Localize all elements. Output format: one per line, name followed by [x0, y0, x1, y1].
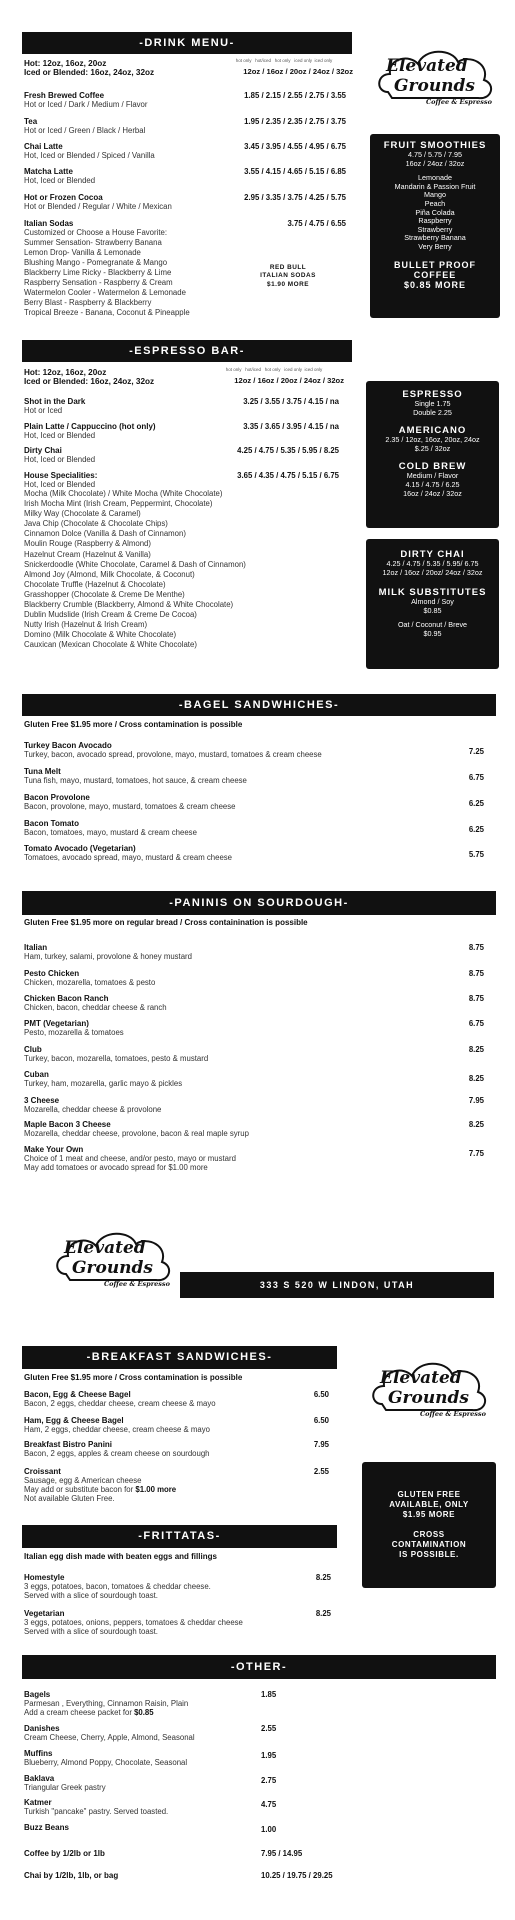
- croissant-bacon-note: [24, 1485, 329, 1494]
- house-specialities-desc: Hot, Iced or Blended: [24, 480, 96, 489]
- americano-price: 2.35 / 12oz, 16oz, 20oz, 24oz: [385, 435, 480, 445]
- bagel-item: [24, 819, 484, 837]
- other-item-desc: Blueberry, Almond Poppy, Chocolate, Seasonal: [24, 1758, 188, 1767]
- logo-word-grounds: Grounds: [72, 1258, 153, 1278]
- espresso-size-header-hot: Hot: 12oz, 16oz, 20oz: [24, 368, 107, 377]
- breakfast-item-desc: Sausage, egg & American cheese: [24, 1476, 142, 1485]
- americano-title: AMERICANO: [398, 425, 467, 437]
- espresso-item: [24, 446, 339, 464]
- frittata-item-name: Homestyle: [24, 1573, 65, 1582]
- espresso-item-desc: Hot, Iced or Blended: [24, 431, 96, 440]
- panini-item-make-your-own: [24, 1145, 484, 1172]
- bagel-item-desc: Turkey, bacon, avocado spread, provolone, mayo, mustard, tomatoes & cream cheese: [24, 750, 322, 759]
- other-item: [24, 1724, 464, 1742]
- smoothie-flavor: Very Berry: [418, 241, 452, 251]
- logo-lower: [364, 1352, 494, 1432]
- other-item: [24, 1823, 464, 1832]
- drink-item-name: Hot or Frozen Cocoa: [24, 193, 103, 202]
- croissant-bacon-text: May add or substitute bacon for: [24, 1485, 136, 1494]
- panini-item-price: 8.75: [468, 994, 484, 1003]
- house-speciality: Almond Joy (Almond, Milk Chocolate, & Coconut): [24, 569, 195, 579]
- bagel-item-price: 6.25: [468, 799, 484, 808]
- house-specialities: [24, 471, 339, 651]
- bagel-item: [24, 844, 484, 862]
- drink-menu-title: -DRINK MENU-: [22, 32, 352, 54]
- panini-item-name: Make Your Own: [24, 1145, 84, 1154]
- drink-item-name: Matcha Latte: [24, 167, 73, 176]
- bulletproof-line: COFFEE: [413, 269, 457, 280]
- smoothie-flavor: Peach: [424, 198, 446, 208]
- panini-item-desc: Turkey, ham, mozarella, garlic mayo & pickles: [24, 1079, 183, 1088]
- smoothie-flavor: Piña Colada: [415, 207, 455, 217]
- panini-item-desc: Chicken, bacon, cheddar cheese & ranch: [24, 1003, 167, 1012]
- italian-soda-line: Lemon Drop- Vanilla & Lemonade: [24, 248, 141, 257]
- gluten-free-line: CROSS: [413, 1530, 445, 1539]
- espresso-item-name: Shot in the Dark: [24, 397, 86, 406]
- drink-item: [24, 142, 346, 160]
- house-speciality: Nutty Irish (Hazelnut & Irish Cream): [24, 620, 148, 630]
- house-speciality: Moulin Rouge (Raspberry & Almond): [24, 539, 151, 549]
- house-speciality: Dublin Mudslide (Irish Cream & Creme De Cocoa): [24, 610, 197, 620]
- espresso-single: Single 1.75: [414, 399, 451, 408]
- drink-item-price: 1.85 / 2.15 / 2.55 / 2.75 / 3.55: [244, 91, 346, 100]
- panini-item-desc: Turkey, bacon, mozarella, tomatoes, pesto & mustard: [24, 1054, 209, 1063]
- frittatas-title: -FRITTATAS-: [22, 1525, 337, 1548]
- bagel-item-price: 6.25: [468, 825, 484, 834]
- drink-item: [24, 167, 346, 185]
- breakfast-item: [24, 1390, 329, 1408]
- drink-item-name: Fresh Brewed Coffee: [24, 91, 105, 100]
- other-item: [24, 1749, 464, 1767]
- other-item-price: 2.55: [261, 1724, 277, 1733]
- red-bull-line: ITALIAN SODAS: [260, 272, 316, 280]
- drink-size-labels: hot only hot/iced hot only iced only iced only: [235, 58, 333, 63]
- drink-item-desc: Hot, Iced or Blended: [24, 176, 96, 185]
- other-item-name: Coffee by 1/2lb or 1lb: [24, 1849, 105, 1858]
- italian-soda-line: Tropical Breeze - Banana, Coconut & Pineapple: [24, 308, 190, 317]
- panini-item-desc: Pesto, mozarella & tomatoes: [24, 1028, 124, 1037]
- other-item-desc: Turkish "pancake" pastry. Served toasted.: [24, 1807, 169, 1816]
- house-speciality: Milky Way (Chocolate & Caramel): [24, 509, 141, 519]
- espresso-item-price: 3.25 / 3.55 / 3.75 / 4.15 / na: [243, 397, 339, 406]
- logo-word-elevated: Elevated: [380, 1368, 462, 1388]
- breakfast-item-price: 6.50: [313, 1390, 329, 1399]
- bulletproof-note: [370, 260, 500, 290]
- smoothies-flavor-list: [370, 174, 500, 251]
- frittata-item-desc: Served with a slice of sourdough toast.: [24, 1591, 158, 1600]
- house-specialities-name: House Specialities:: [24, 471, 98, 480]
- espresso-title: ESPRESSO: [402, 389, 463, 400]
- espresso-bar-title: -ESPRESSO BAR-: [22, 340, 352, 362]
- panini-item-price: 7.75: [468, 1149, 484, 1158]
- other-item: [24, 1798, 464, 1816]
- bagel-item-name: Bacon Provolone: [24, 793, 90, 802]
- breakfast-note: Gluten Free $1.95 more / Cross contamination is possible: [24, 1373, 243, 1382]
- panini-item-price: 8.75: [468, 943, 484, 952]
- bagel-item-price: 6.75: [468, 773, 484, 782]
- logo-top: [370, 40, 500, 120]
- drink-item-price: 1.95 / 2.35 / 2.35 / 2.75 / 3.75: [244, 117, 346, 126]
- italian-soda-line: Berry Blast - Raspberry & Blackberry: [24, 298, 152, 307]
- drink-item-desc: Hot or Iced / Green / Black / Herbal: [24, 126, 146, 135]
- bagel-item-name: Bacon Tomato: [24, 819, 79, 828]
- drink-item-price: 3.55 / 4.15 / 4.65 / 5.15 / 6.85: [244, 167, 346, 176]
- americano-price-32: $.25 / 32oz: [414, 443, 451, 453]
- bagel-title: -BAGEL SANDWHICHES-: [22, 694, 496, 716]
- bagel-item: [24, 741, 484, 759]
- italian-soda-line: Customized or Choose a House Favorite:: [24, 228, 168, 237]
- address-banner: 333 S 520 W LINDON, UTAH: [180, 1272, 494, 1298]
- other-item-bagels: [24, 1690, 464, 1717]
- house-speciality: Hazelnut Cream (Hazelnut & Vanilla): [24, 549, 151, 559]
- gluten-free-line: GLUTEN FREE: [397, 1490, 461, 1499]
- other-item-price: 10.25 / 19.75 / 29.25: [261, 1871, 333, 1880]
- smoothie-flavor: Strawberry: [417, 224, 453, 234]
- milk-sub-1-price: $0.85: [423, 605, 442, 615]
- bagel-item: [24, 767, 484, 785]
- breakfast-item-desc: Bacon, 2 eggs, apples & cream cheese on sourdough: [24, 1449, 210, 1458]
- logo-word-grounds: Grounds: [388, 1388, 469, 1408]
- panini-item-price: 6.75: [468, 1019, 484, 1028]
- panini-item: [24, 943, 484, 961]
- italian-soda-line: Blackberry Lime Ricky - Blackberry & Lime: [24, 268, 172, 277]
- bagel-item-desc: Tuna fish, mayo, mustard, tomatoes, hot sauce, & cream cheese: [24, 776, 247, 785]
- drink-size-header-iced: Iced or Blended: 16oz, 24oz, 32oz: [24, 68, 155, 77]
- panini-item-name: 3 Cheese: [24, 1096, 60, 1105]
- dirty-chai-box: [366, 539, 499, 669]
- espresso-item-name: Dirty Chai: [24, 446, 62, 455]
- house-speciality: Domino (Milk Chocolate & White Chocolate): [24, 630, 177, 640]
- other-item: [24, 1774, 464, 1792]
- panini-item-desc: May add tomatoes or avocado spread for $1.00 more: [24, 1163, 208, 1172]
- espresso-item-price: 3.35 / 3.65 / 3.95 / 4.15 / na: [243, 422, 339, 431]
- bagel-item-price: 5.75: [468, 850, 484, 859]
- breakfast-item-price: 6.50: [313, 1416, 329, 1425]
- other-item-desc: Triangular Greek pastry: [24, 1783, 106, 1792]
- frittata-item-name: Vegetarian: [24, 1609, 65, 1618]
- breakfast-item-name: Ham, Egg & Cheese Bagel: [24, 1416, 124, 1425]
- other-item-name: Muffins: [24, 1749, 53, 1758]
- red-bull-note: [238, 264, 338, 289]
- panini-title: -PANINIS ON SOURDOUGH-: [22, 891, 496, 915]
- drink-item-desc: Hot or Blended / Regular / White / Mexican: [24, 202, 172, 211]
- smoothie-flavor: Lemonade: [418, 173, 452, 183]
- panini-item-desc: Ham, turkey, salami, provolone & honey mustard: [24, 952, 192, 961]
- bagel-item-price: 7.25: [468, 747, 484, 756]
- milk-substitutes-title: MILK SUBSTITUTES: [378, 587, 487, 599]
- bagel-item-desc: Bacon, provolone, mayo, mustard, tomatoes & cream cheese: [24, 802, 236, 811]
- bagel-item-desc: Bacon, tomatoes, mayo, mustard & cream cheese: [24, 828, 197, 837]
- breakfast-item-croissant: [24, 1467, 329, 1503]
- bagel-item-name: Turkey Bacon Avocado: [24, 741, 112, 750]
- breakfast-item-name: Croissant: [24, 1467, 61, 1476]
- logo-word-grounds: Grounds: [394, 76, 475, 96]
- smoothies-title: FRUIT SMOOTHIES: [383, 140, 487, 151]
- cold-brew-sizes: 16oz / 24oz / 32oz: [403, 488, 462, 498]
- gluten-free-line: IS POSSIBLE.: [399, 1550, 459, 1559]
- bagel-note: Gluten Free $1.95 more / Cross contamination is possible: [24, 720, 243, 729]
- smoothie-flavor: Raspberry: [418, 216, 452, 226]
- other-item-price: 2.75: [261, 1776, 277, 1785]
- panini-note: Gluten Free $1.95 more on regular bread / Cross containination is possible: [24, 918, 308, 927]
- bulletproof-line: BULLET PROOF: [394, 259, 476, 270]
- breakfast-title: -BREAKFAST SANDWICHES-: [22, 1346, 337, 1369]
- bulletproof-line: $0.85 MORE: [403, 279, 467, 290]
- cold-brew-price: 4.15 / 4.75 / 6.25: [405, 479, 460, 489]
- drink-item: [24, 91, 346, 109]
- dirty-chai-sizes: 12oz / 16oz / 20oz/ 24oz / 32oz: [382, 567, 483, 577]
- logo-word-elevated: Elevated: [64, 1238, 146, 1258]
- breakfast-item: [24, 1416, 329, 1434]
- gluten-free-line: AVAILABLE, ONLY: [389, 1500, 469, 1509]
- espresso-size-labels: hot only hot/iced hot only iced only iced only: [225, 367, 323, 372]
- italian-soda-line: Summer Sensation- Strawberry Banana: [24, 238, 162, 247]
- panini-item-name: Maple Bacon 3 Cheese: [24, 1120, 111, 1129]
- frittata-item: [24, 1573, 331, 1600]
- panini-item-price: 8.25: [468, 1120, 484, 1129]
- logo-word-elevated: Elevated: [386, 56, 468, 76]
- house-speciality: Cinnamon Dolce (Vanilla & Dash of Cinnamon): [24, 529, 186, 539]
- drink-item-price: 2.95 / 3.35 / 3.75 / 4.25 / 5.75: [244, 193, 346, 202]
- milk-sub-2-price: $0.95: [423, 628, 442, 638]
- smoothie-flavor: Mandarin & Passion Fruit: [394, 181, 476, 191]
- drink-size-header-hot: Hot: 12oz, 16oz, 20oz: [24, 59, 107, 68]
- panini-item-price: 8.25: [468, 1074, 484, 1083]
- panini-item-name: Pesto Chicken: [24, 969, 80, 978]
- panini-item: [24, 1120, 484, 1138]
- italian-sodas-name: Italian Sodas: [24, 219, 74, 228]
- frittata-item-price: 8.25: [315, 1609, 331, 1618]
- panini-item-price: 8.25: [468, 1045, 484, 1054]
- panini-item-name: Italian: [24, 943, 48, 952]
- drink-item-price: 3.45 / 3.95 / 4.55 / 4.95 / 6.75: [244, 142, 346, 151]
- logo-tagline: Coffee & Espresso: [420, 1410, 486, 1418]
- milk-sub-2: Oat / Coconut / Breve: [397, 620, 468, 630]
- frittata-item-desc: 3 eggs, potatoes, bacon, tomatoes & cheddar cheese.: [24, 1582, 211, 1591]
- breakfast-item-price: 2.55: [313, 1467, 329, 1476]
- other-item-price: 4.75: [261, 1800, 277, 1809]
- smoothies-box: [370, 134, 500, 318]
- logo-middle: [48, 1222, 178, 1302]
- espresso-double: Double 2.25: [413, 407, 452, 417]
- panini-item: [24, 969, 484, 987]
- other-item-price: 1.85: [261, 1690, 277, 1699]
- other-item-desc: Parmesan , Everything, Cinnamon Raisin, Plain: [24, 1699, 189, 1708]
- other-item: [24, 1849, 464, 1858]
- house-speciality: Snickerdoodle (White Chocolate, Caramel & Dash of Cinnamon): [24, 559, 246, 569]
- milk-sub-1: Almond / Soy: [411, 597, 454, 607]
- cold-brew-title: COLD BREW: [398, 461, 467, 473]
- breakfast-item-name: Breakfast Bistro Panini: [24, 1440, 113, 1449]
- other-item-name: Buzz Beans: [24, 1823, 69, 1832]
- panini-item-name: Cuban: [24, 1070, 49, 1079]
- house-speciality: Grasshopper (Chocolate & Creme De Menthe): [24, 589, 185, 599]
- panini-item-desc: Mozarella, cheddar cheese & provolone: [24, 1105, 162, 1114]
- panini-item-name: Club: [24, 1045, 42, 1054]
- bagel-item-name: Tuna Melt: [24, 767, 61, 776]
- other-item-desc: Cream Cheese, Cherry, Apple, Almond, Seasonal: [24, 1733, 195, 1742]
- breakfast-item-desc: Bacon, 2 eggs, cheddar cheese, cream cheese & mayo: [24, 1399, 216, 1408]
- espresso-item-price: 4.25 / 4.75 / 5.35 / 5.95 / 8.25: [237, 446, 339, 455]
- drink-item-name: Tea: [24, 117, 38, 126]
- espresso-size-values: 12oz / 16oz / 20oz / 24oz / 32oz: [234, 376, 344, 385]
- panini-item-desc: Choice of 1 meat and cheese, and/or pesto, mayo or mustard: [24, 1154, 236, 1163]
- panini-item: [24, 1096, 484, 1114]
- bagels-cream-cheese-text: Add a cream cheese packet for: [24, 1708, 135, 1717]
- frittata-item-price: 8.25: [315, 1573, 331, 1582]
- panini-item-price: 7.95: [468, 1096, 484, 1105]
- drink-item: [24, 117, 346, 135]
- house-specialities-list: [24, 489, 339, 651]
- frittatas-note: Italian egg dish made with beaten eggs and fillings: [24, 1552, 217, 1561]
- house-speciality: Mocha (Milk Chocolate) / White Mocha (White Chocolate): [24, 489, 223, 498]
- italian-sodas-price: 3.75 / 4.75 / 6.55: [287, 219, 346, 228]
- espresso-item-desc: Hot, Iced or Blended: [24, 455, 96, 464]
- panini-item: [24, 1070, 484, 1088]
- cold-brew-options: Medium / Flavor: [406, 471, 459, 481]
- house-speciality: Blackberry Crumble (Blackberry, Almond & White Chocolate): [24, 600, 234, 610]
- espresso-item: [24, 422, 339, 440]
- other-item-name: Danishes: [24, 1724, 60, 1733]
- panini-item-price: 8.75: [468, 969, 484, 978]
- smoothies-price: 4.75 / 5.75 / 7.95: [408, 150, 462, 159]
- smoothie-flavor: Strawberry Banana: [404, 233, 466, 243]
- panini-item: [24, 994, 484, 1012]
- logo-tagline: Coffee & Espresso: [426, 98, 492, 106]
- gluten-free-line: CONTAMINATION: [391, 1540, 467, 1549]
- dirty-chai-title: DIRTY CHAI: [400, 549, 465, 560]
- other-item-price: 1.00: [261, 1825, 277, 1834]
- other-item-name: Chai by 1/2lb, 1lb, or bag: [24, 1871, 119, 1880]
- other-title: -OTHER-: [22, 1655, 496, 1679]
- other-item-name: Katmer: [24, 1798, 52, 1807]
- drink-item-name: Chai Latte: [24, 142, 63, 151]
- panini-item-desc: Mozarella, cheddar cheese, provolone, bacon & real maple syrup: [24, 1129, 249, 1138]
- house-speciality: Java Chip (Chocolate & Chocolate Chips): [24, 519, 168, 529]
- smoothie-flavor: Mango: [424, 190, 446, 200]
- panini-item-desc: Chicken, mozarella, tomatoes & pesto: [24, 978, 156, 987]
- bagel-item-desc: Tomatoes, avocado spread, mayo, mustard & cream cheese: [24, 853, 233, 862]
- other-item-price: 1.95: [261, 1751, 277, 1760]
- italian-soda-line: Raspberry Sensation - Raspberry & Cream: [24, 278, 173, 287]
- italian-soda-line: Blushing Mango - Pomegranate & Mango: [24, 258, 168, 267]
- panini-item: [24, 1019, 484, 1037]
- drink-item: [24, 193, 346, 211]
- red-bull-line: RED BULL: [269, 264, 307, 271]
- espresso-item: [24, 397, 339, 415]
- drink-item-desc: Hot or Iced / Dark / Medium / Flavor: [24, 100, 148, 109]
- red-bull-line: $1.90 MORE: [267, 280, 309, 288]
- gluten-free-line: $1.95 MORE: [402, 1510, 456, 1519]
- bagel-item: [24, 793, 484, 811]
- dirty-chai-price: 4.25 / 4.75 / 5.35 / 5.95/ 6.75: [386, 559, 479, 568]
- bagels-cream-cheese-note: [24, 1708, 464, 1717]
- breakfast-item-name: Bacon, Egg & Cheese Bagel: [24, 1390, 131, 1399]
- smoothies-sizes: 16oz / 24oz / 32oz: [405, 158, 465, 168]
- croissant-bacon-price: $1.00 more: [135, 1485, 177, 1494]
- espresso-prices-box: [366, 381, 499, 528]
- panini-item-name: Chicken Bacon Ranch: [24, 994, 109, 1003]
- italian-soda-line: Watermelon Cooler - Watermelon & Lemonade: [24, 288, 186, 297]
- drink-item-desc: Hot, Iced or Blended / Spiced / Vanilla: [24, 151, 155, 160]
- house-specialities-price: 3.65 / 4.35 / 4.75 / 5.15 / 6.75: [237, 471, 339, 480]
- other-item-price: 7.95 / 14.95: [261, 1849, 303, 1858]
- bagels-cream-cheese-price: $0.85: [134, 1708, 154, 1717]
- frittata-item: [24, 1609, 331, 1636]
- drink-size-values: 12oz / 16oz / 20oz / 24oz / 32oz: [243, 67, 353, 76]
- other-item-name: Baklava: [24, 1774, 55, 1783]
- house-speciality: Irish Mocha Mint (Irish Cream, Peppermint, Chocolate): [24, 499, 213, 509]
- other-item: [24, 1871, 464, 1880]
- espresso-item-name: Plain Latte / Cappuccino (hot only): [24, 422, 156, 431]
- house-speciality: Cauxican (Mexican Chocolate & White Chocolate): [24, 640, 197, 650]
- breakfast-item-price: 7.95: [313, 1440, 329, 1449]
- panini-item-name: PMT (Vegetarian): [24, 1019, 89, 1028]
- panini-item: [24, 1045, 484, 1063]
- croissant-gf-note: Not available Gluten Free.: [24, 1494, 115, 1503]
- frittata-item-desc: Served with a slice of sourdough toast.: [24, 1627, 158, 1636]
- frittata-item-desc: 3 eggs, potatoes, onions, peppers, tomatoes & cheddar cheese: [24, 1618, 243, 1627]
- house-speciality: Chocolate Truffle (Hazelnut & Chocolate): [24, 579, 166, 589]
- gluten-free-box: [362, 1462, 496, 1588]
- logo-tagline: Coffee & Espresso: [104, 1280, 170, 1288]
- espresso-size-header-iced: Iced or Blended: 16oz, 24oz, 32oz: [24, 377, 155, 386]
- bagel-item-name: Tomato Avocado (Vegetarian): [24, 844, 136, 853]
- breakfast-item-desc: Ham, 2 eggs, cheddar cheese, cream cheese & mayo: [24, 1425, 210, 1434]
- espresso-item-desc: Hot or Iced: [24, 406, 63, 415]
- other-item-name: Bagels: [24, 1690, 51, 1699]
- breakfast-item: [24, 1440, 329, 1458]
